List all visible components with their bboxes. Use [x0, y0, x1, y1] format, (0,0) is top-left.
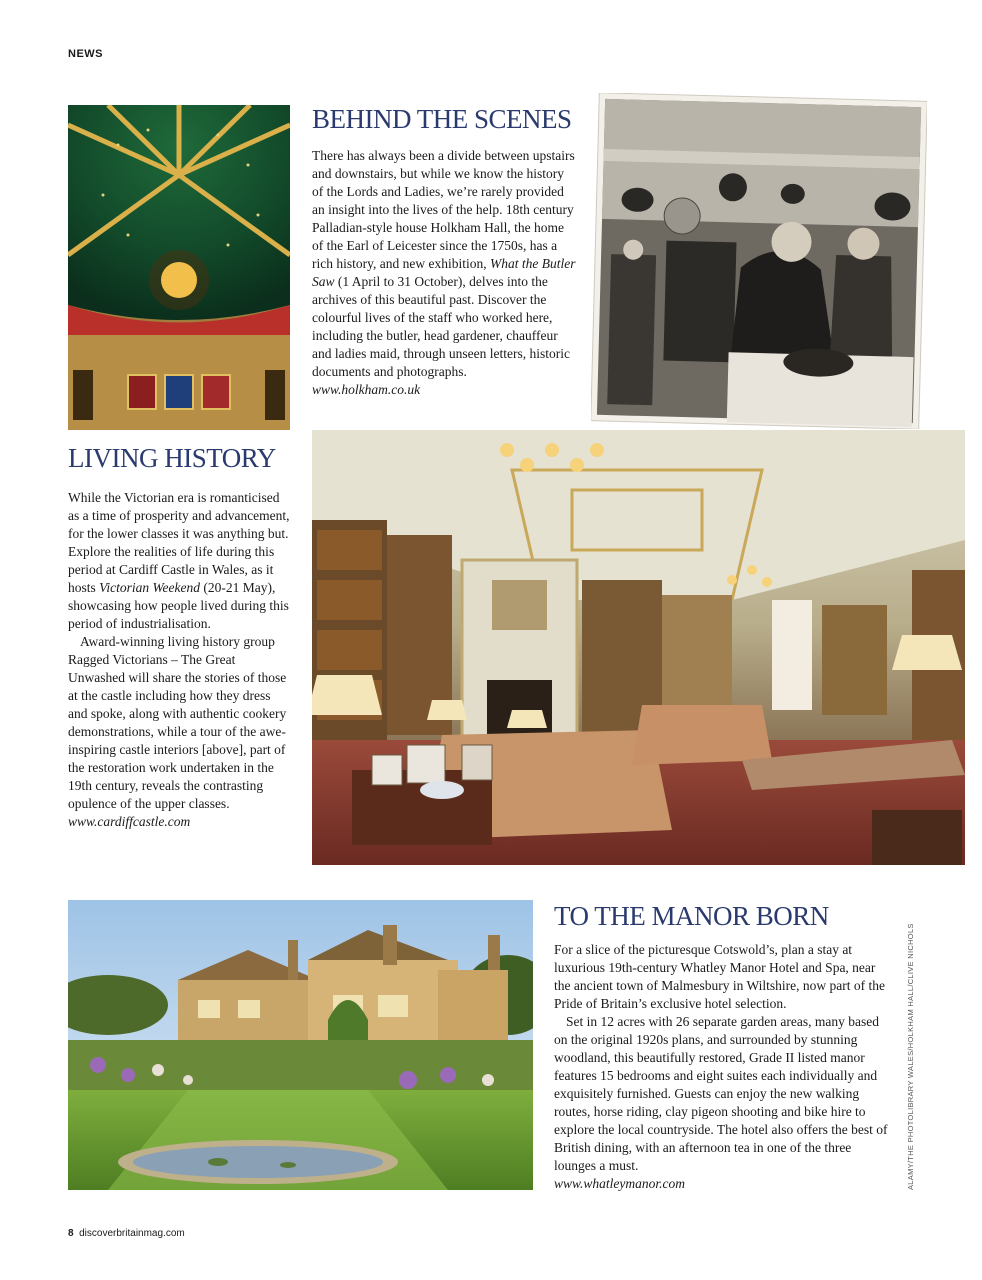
behind-the-scenes-heading: BEHIND THE SCENES	[312, 104, 572, 134]
photo-credit: ALAMY/THE PHOTOLIBRARY WALES/HOLKHAM HALL/CLIVE NICHOLS	[906, 923, 915, 1190]
cardiffcastle-url[interactable]: www.cardiffcastle.com	[68, 814, 191, 829]
page-footer	[68, 1228, 185, 1239]
library-interior-photo	[312, 430, 965, 865]
living-history-body	[68, 489, 290, 831]
whatley-manor-photo	[68, 900, 533, 1190]
living-paragraph-2: Award-winning living history group Ragged Victorians – The Great Unwashed will share the stories of those at the castle including how they dress and spoke, along with authentic cookery demonstrations, while a tour of the awe-inspiring castle interiors [above], part of the restoration work undertaken in the 19th century, reveals the contrasting opulence of the upper classes.	[68, 634, 287, 811]
manor-paragraph-2: Set in 12 acres with 26 separate garden areas, many based on the original 1920s plans, and surrounded by stunning woodland, this beautifully restored, Grade II listed manor features 15 bedrooms and eight suites each individually and exquisitely furnished. Guests can enjoy the new walking routes, horse riding, clay pigeon shooting and bike hire to explore the local countryside. The hotel also offers the best of British dining, with an afternoon tea in one of the three lounges a must.	[554, 1014, 888, 1173]
manor-born-heading: TO THE MANOR BORN	[554, 901, 829, 931]
living-history-heading: LIVING HISTORY	[68, 443, 276, 473]
butler-archive-photo	[591, 93, 927, 429]
manor-born-body	[554, 941, 888, 1193]
behind-text-continued: (1 April to 31 October), delves into the archives of this beautiful past. Discover the colourful lives of the staff who worked here, including the butler, head gardener, chauffeur and ladies maid, through unseen letters, historic documents and photographs.	[312, 274, 570, 379]
behind-text: There has always been a divide between upstairs and downstairs, but while we know the history of the Lords and Ladies, we’re rarely provided an insight into the lives of the help. 18th century Palladian-style house Holkham Hall, the home of the Earl of Leicester since the 1750s, has a rich history, and new exhibition,	[312, 148, 575, 271]
manor-paragraph-1: For a slice of the picturesque Cotswold’s, plan a stay at luxurious 19th-century Whatley Manor Hotel and Spa, near the ancient town of Malmesbury in Wiltshire, now part of the Pride of Britain’s exclusive hotel selection.	[554, 942, 886, 1011]
castle-ceiling-photo	[68, 105, 290, 430]
section-label: NEWS	[68, 48, 103, 60]
living-text-continued: (20-21 May), showcasing how people lived during this period of industrialisation.	[68, 580, 289, 631]
page-number: 8	[68, 1228, 74, 1239]
living-text: While the Victorian era is romanticised as a time of prosperity and advancement, for the lower classes it was anything but. Explore the realities of life during this period at Cardiff Castle in Wales, as it hosts	[68, 490, 290, 595]
whatleymanor-url[interactable]: www.whatleymanor.com	[554, 1176, 685, 1191]
event-name: Victorian Weekend	[99, 580, 200, 595]
exhibition-name: What the Butler Saw	[312, 256, 576, 289]
behind-the-scenes-body	[312, 147, 577, 399]
holkham-url[interactable]: www.holkham.co.uk	[312, 382, 421, 397]
footer-site[interactable]: discoverbritainmag.com	[79, 1228, 185, 1239]
